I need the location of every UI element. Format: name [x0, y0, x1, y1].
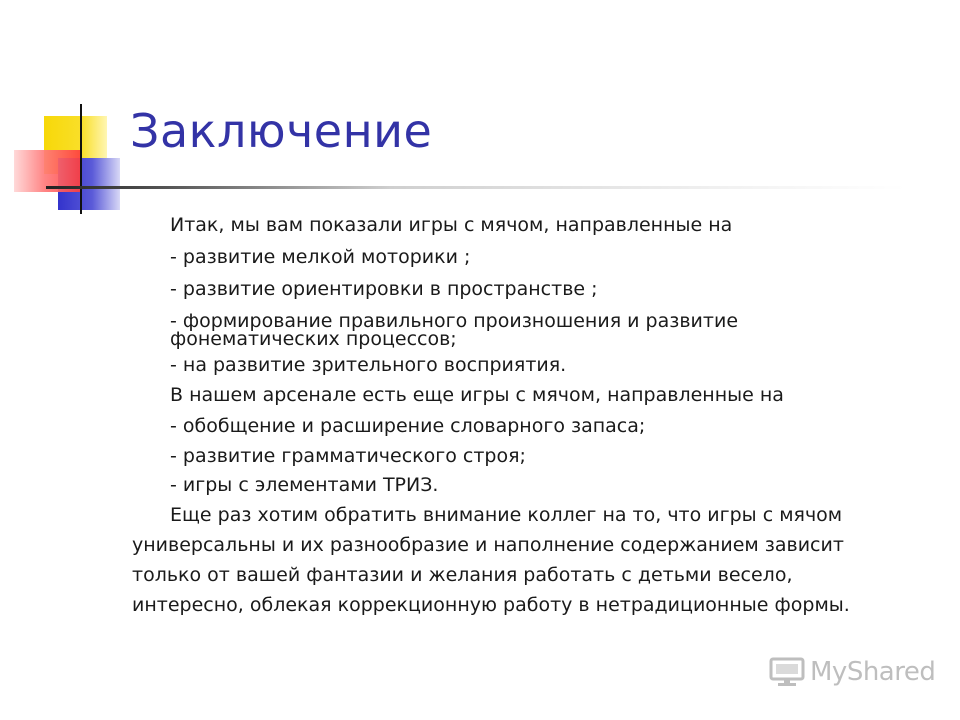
- body-line: - игры с элементами ТРИЗ.: [170, 474, 439, 496]
- body-line: - развитие грамматического строя;: [170, 445, 526, 467]
- watermark: [768, 656, 935, 688]
- body-line: - развитие мелкой моторики ;: [170, 246, 471, 268]
- body-line: - на развитие зрительного восприятия.: [170, 354, 567, 376]
- body-line: - формирование правильного произношения и развитие: [170, 310, 739, 332]
- title-underline: [46, 186, 906, 189]
- body-line: фонематических процессов;: [170, 328, 457, 350]
- body-line: Итак, мы вам показали игры с мячом, направленные на: [170, 214, 733, 236]
- decor-vertical-line: [80, 104, 82, 214]
- body-line: Еще раз хотим обратить внимание коллег на то, что игры с мячом: [170, 504, 843, 526]
- body-line: интересно, облекая коррекционную работу в нетрадиционные формы.: [132, 594, 850, 616]
- watermark-text: MyShared: [810, 657, 936, 687]
- body-line: - обобщение и расширение словарного запаса;: [170, 415, 646, 437]
- body-line: универсальны и их разнообразие и наполнение содержанием зависит: [132, 534, 844, 556]
- monitor-icon: [768, 656, 806, 688]
- slide-title: Заключение: [130, 104, 433, 158]
- body-line: - развитие ориентировки в пространстве ;: [170, 278, 598, 300]
- body-line: В нашем арсенале есть еще игры с мячом, направленные на: [170, 384, 784, 406]
- body-line: только от вашей фантазии и желания работать с детьми весело,: [132, 564, 793, 586]
